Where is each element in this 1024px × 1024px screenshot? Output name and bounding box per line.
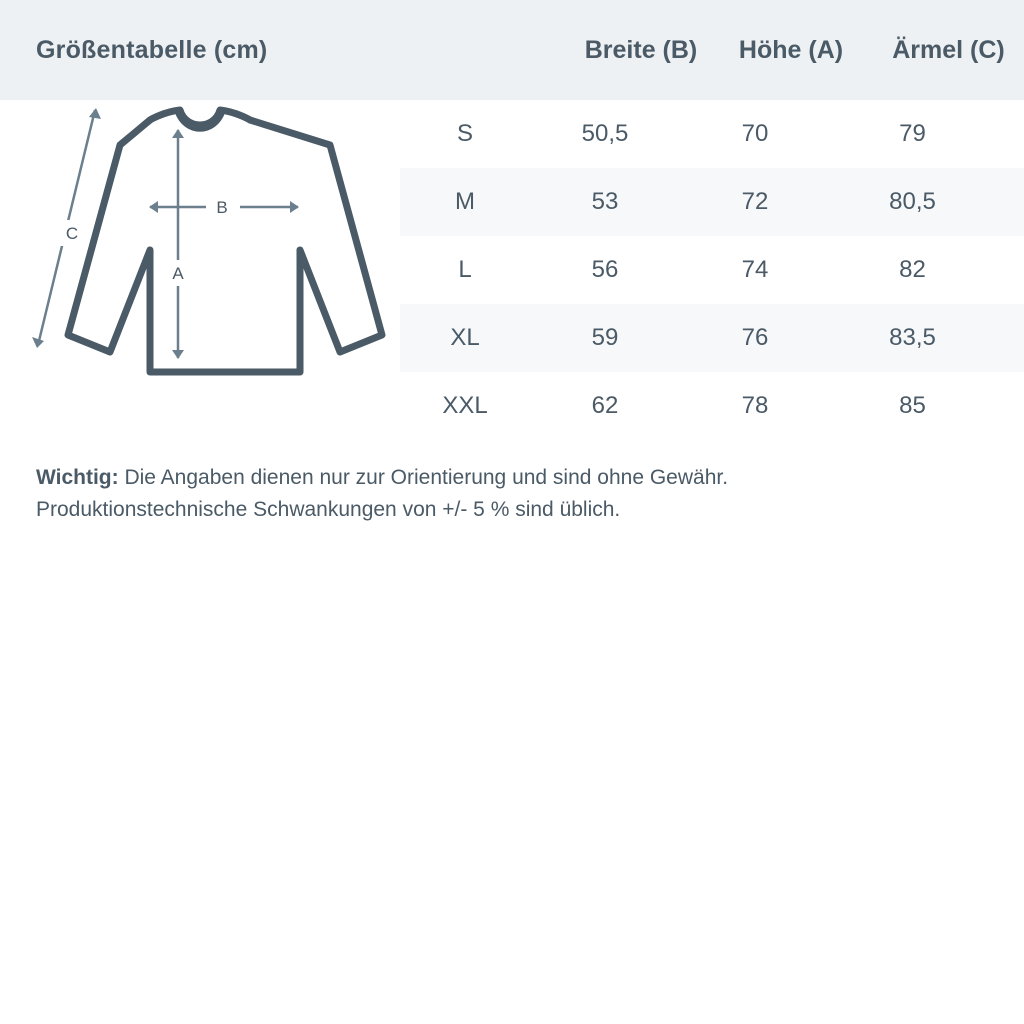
cell-sleeve: 80,5 <box>889 188 936 215</box>
label-sleeve: C <box>65 224 79 243</box>
garment-diagram <box>0 100 400 440</box>
disclaimer-note <box>0 440 1024 526</box>
table-row <box>400 168 1024 236</box>
table-row <box>400 372 1024 440</box>
table-row <box>400 236 1024 304</box>
cell-height: 78 <box>741 392 769 419</box>
cell-width: 62 <box>591 392 619 419</box>
page-title: Größentabelle (cm) <box>36 35 268 64</box>
label-height: A <box>172 264 184 283</box>
cell-width: 56 <box>591 256 619 283</box>
label-width: B <box>216 198 228 217</box>
cell-width: 50,5 <box>581 120 629 147</box>
cell-size: XL <box>450 324 480 351</box>
cell-sleeve: 83,5 <box>889 324 936 351</box>
cell-height: 76 <box>741 324 769 351</box>
size-rows <box>400 100 1024 440</box>
disclaimer-text: Die Angaben dienen nur zur Orientierung und sind ohne Gewähr. <box>118 466 729 489</box>
cell-size: M <box>455 188 475 215</box>
cell-sleeve: 85 <box>899 392 926 419</box>
cell-width: 53 <box>591 188 619 215</box>
column-header-sleeve: Ärmel (C) <box>892 35 1005 64</box>
cell-height: 70 <box>741 120 769 147</box>
cell-sleeve: 82 <box>899 256 926 283</box>
column-header-width: Breite (B) <box>584 35 698 64</box>
shirt-outline-icon <box>0 100 400 440</box>
cell-size: L <box>458 256 472 283</box>
table-row <box>400 304 1024 372</box>
cell-size: S <box>456 120 473 147</box>
table-row <box>400 100 1024 168</box>
column-headers <box>436 36 1024 65</box>
cell-width: 59 <box>591 324 619 351</box>
cell-height: 74 <box>741 256 769 283</box>
cell-size: XXL <box>442 392 488 419</box>
disclaimer-line2: Produktionstechnische Schwankungen von +/- 5 % sind üblich. <box>36 498 621 521</box>
cell-height: 72 <box>741 188 769 215</box>
disclaimer-strong: Wichtig: <box>36 466 119 489</box>
chart-header <box>0 0 1024 100</box>
column-header-height: Höhe (A) <box>738 35 844 64</box>
chart-body <box>0 100 1024 440</box>
cell-sleeve: 79 <box>899 120 926 147</box>
